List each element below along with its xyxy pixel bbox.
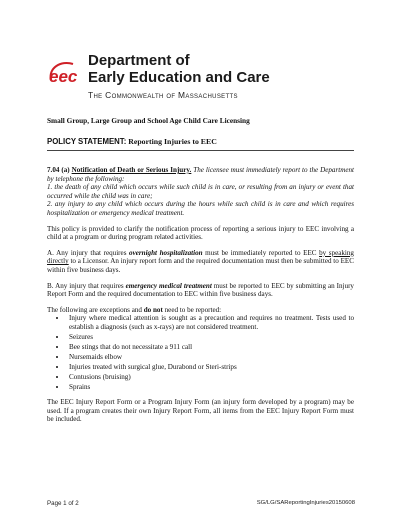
eec-logo-icon [47,58,83,88]
policy-statement: POLICY STATEMENT: Reporting Injuries to EEC [47,137,217,146]
regulation-number: 7.04 (a) [47,166,70,174]
regulation-intro: The licensee must immediately report to the Department by telephone the following: [47,166,355,183]
policy-label: POLICY STATEMENT [47,137,124,146]
org-subtitle: The Commonwealth of Massachusetts [88,90,238,100]
list-item: • Injury where medical attention is sought as a precaution and requires no treatment. Tests used to establish a diagnosis (such as x-rays) are not considered treatment. [67,314,354,331]
page-number: Page 1 of 2 [47,500,79,507]
purpose-paragraph: This policy is provided to clarify the notification process of reporting a serious injury to EEC involving a child at a program or during program related activities. [47,224,354,242]
list-item: • Sprains [67,383,354,392]
exceptions-list [47,314,354,392]
regulation-item-2: 2. any injury to any child which occurs during the hours while such child is in care and which requires hospitalization or emergency medical treatment. [47,200,354,217]
document-heading: Small Group, Large Group and School Age Child Care Licensing [47,116,250,125]
list-item: • Seizures [67,333,354,342]
org-name-line2: Early Education and Care [88,69,270,86]
org-name-line1: Department of [88,52,190,69]
list-item: • Injuries treated with surgical glue, Durabond or Steri-strips [67,363,354,372]
org-name [88,52,270,86]
overnight-hospitalization-emphasis: overnight hospitalization [129,248,203,257]
list-item: • Bee stings that do not necessitate a 911 call [67,343,354,352]
paragraph-b: B. Any injury that requires emergency medical treatment must be reported to EEC by submitting an Injury Report Form and the required documentation to EEC within five business days. [47,281,354,299]
closing-paragraph: The EEC Injury Report Form or a Program Injury Form (an injury form developed by a program) may be used. If a program creates their own Injury Report Form, all items from the EEC Injury Report Form must be included. [47,398,354,424]
regulation-item-1: 1. the death of any child which occurs while such child is in care, or resulting from an injury or event that occurred while the child was in care; [47,183,354,200]
logo-mark-text: eec [49,67,78,86]
exceptions-intro: The following are exceptions and do not need to be reported: [47,305,222,314]
document-code: SG/LG/SAReportingInjuries20150608 [256,500,355,506]
speaking-directly-underline: by speaking directly [47,248,354,266]
header-divider [47,150,354,151]
paragraph-a: A. Any injury that requires overnight hospitalization must be immediately reported to EEC by speaking directly to a Licensor. An injury report form and the required documentation must then be submitted to EEC within five business days. [47,248,354,274]
policy-title: Reporting Injuries to EEC [128,137,217,146]
list-item: • Nursemaids elbow [67,353,354,362]
regulation-704 [47,166,354,218]
document-body [47,166,354,431]
regulation-title: Notification of Death or Serious Injury. [71,166,192,174]
eec-logo [47,52,347,108]
emergency-treatment-emphasis: emergency medical treatment [125,281,212,290]
list-item: • Contusions (bruising) [67,373,354,382]
